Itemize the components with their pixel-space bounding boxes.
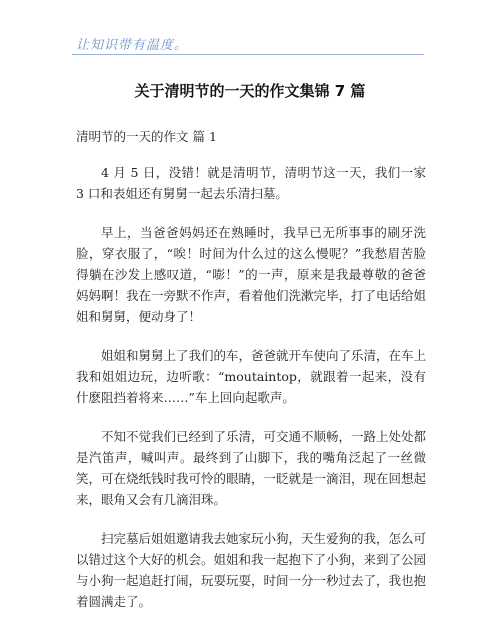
paragraph: 扫完墓后姐姐邀请我去她家玩小狗，天生爱狗的我，怎么可以错过这个大好的机会。姐姐和我一起抱下了小狗，来到了公园与小狗一起追赶打闹，玩耍玩耍，时间一分一秒过去了，我也抱着圆满走了。: [76, 531, 427, 609]
page-header: [0, 0, 500, 60]
header-divider: [72, 54, 424, 55]
document-title: 关于清明节的一天的作文集锦 7 篇: [134, 82, 366, 100]
header-slogan: 让知识带有温度。: [76, 38, 189, 53]
paragraph: 早上，当爸爸妈妈还在熟睡时，我早已无所事事的刷牙洗脸，穿衣服了，“唉！时间为什么过的这么慢呢？”我愁眉苦脸得躺在沙发上感叹道，“嘭！”的一声，原来是我最尊敬的爸爸妈妈啊！我在一旁默不作声，看着他们洗漱完毕，打了电话给姐姐和舅舅，便动身了！: [76, 225, 427, 324]
paragraph: 不知不觉我们已经到了乐清，可交通不顺畅，一路上处处都是汽笛声，喊叫声。最终到了山脚下，我的嘴角泛起了一丝微笑，可在烧纸钱时我可怜的眼睛，一眨就是一滴泪，现在回想起来，眼角又会有几滴泪珠。: [76, 429, 427, 507]
section-title: 清明节的一天的作文 篇 1: [76, 129, 217, 144]
document-body: [76, 162, 426, 630]
paragraph: 4 月 5 日，没错！就是清明节，清明节这一天，我们一家 3 口和表姐还有舅舅一起去乐清扫墓。: [76, 165, 426, 201]
paragraph: 姐姐和舅舅上了我们的车，爸爸就开车使向了乐清，在车上我和姐姐边玩，边听歌：“moutaintop，就跟着一起来，没有什麽阻挡着将来……”车上回向起歌声。: [76, 348, 427, 405]
